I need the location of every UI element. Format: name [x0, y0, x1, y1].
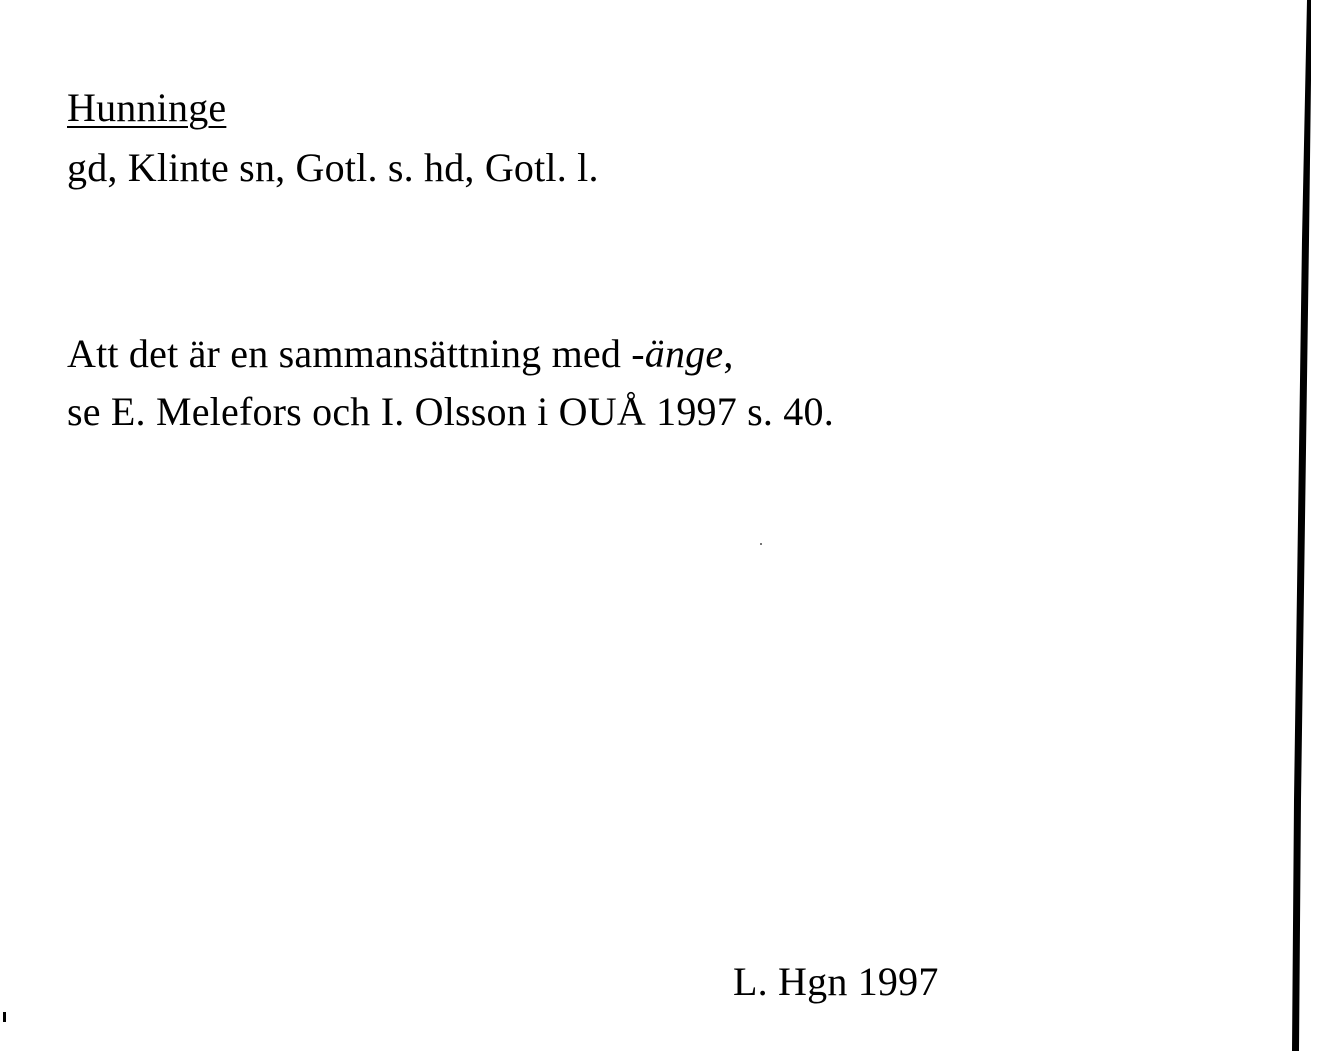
scan-speck — [760, 543, 762, 545]
comment-text: Att det är en sammansättning med — [67, 331, 632, 376]
signature: L. Hgn 1997 — [733, 959, 939, 1004]
headword: Hunninge — [67, 85, 227, 130]
comment-italic-term: -änge — [631, 331, 724, 376]
scan-edge-line — [1281, 0, 1311, 1051]
location-line: gd, Klinte sn, Gotl. s. hd, Gotl. l. — [67, 145, 599, 190]
comment-line-2: se E. Melefors och I. Olsson i OUÅ 1997 s. 40. — [67, 389, 834, 434]
comment-line-1 — [67, 330, 734, 378]
scan-speck — [3, 1012, 6, 1022]
comment-punctuation: , — [723, 331, 734, 376]
